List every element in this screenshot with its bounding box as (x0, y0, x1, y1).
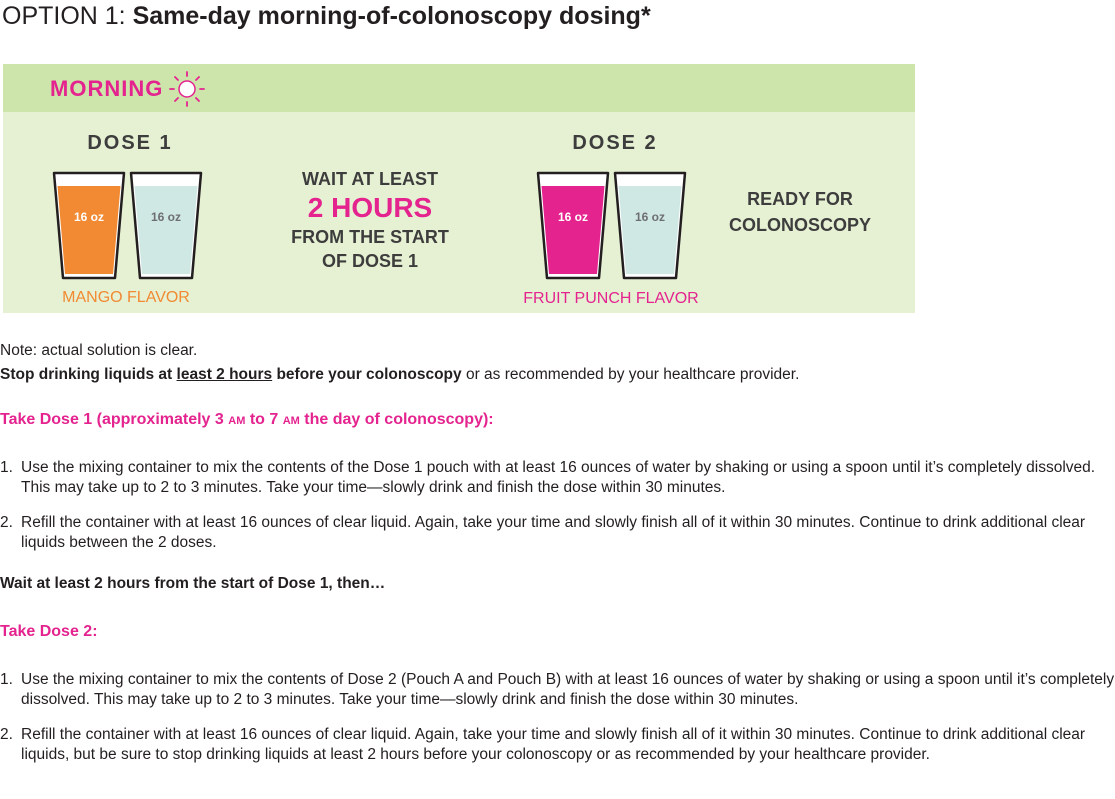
dose1-heading-a: Take Dose 1 (approximately 3 (0, 411, 224, 428)
dose2-step-1-text: Use the mixing container to mix the contents of Dose 2 (Pouch A and Pouch B) with at least 16 ounces of water by shaking or using a spoon until it’s completely dissolved. This may take up to 2 to 3 minutes. Take your time—slowly drink and finish the dose within 30 minutes. (21, 671, 1115, 708)
dose2-flavor: FRUIT PUNCH FLAVOR (523, 290, 699, 307)
dose2-glass-flavored (535, 170, 611, 282)
stop-b1: Stop drinking liquids at (0, 366, 173, 383)
dose2-glass-flavored-label: 16 oz (557, 210, 588, 224)
dose2-glass-clear-label: 16 oz (634, 210, 665, 224)
page-title (2, 2, 651, 31)
option-title: Same-day morning-of-colonoscopy dosing* (132, 2, 651, 30)
option-label: OPTION 1: (2, 2, 126, 30)
ready-line2: COLONOSCOPY (728, 215, 871, 235)
dose1-glass-flavored (51, 170, 127, 282)
stop-underline: least 2 hours (176, 366, 273, 383)
dose1-label: DOSE 1 (87, 132, 173, 154)
wait-line: Wait at least 2 hours from the start of Dose 1, then… (0, 575, 386, 592)
dose1-heading-am1: AM (228, 415, 246, 427)
sun-icon (167, 69, 207, 109)
morning-label: MORNING (50, 76, 164, 101)
panel-header (3, 64, 915, 112)
wait-hours: 2 HOURS (307, 192, 433, 223)
dose1-heading-c: the day of colonoscopy): (304, 411, 494, 428)
dose1-glass-flavored-label: 16 oz (73, 210, 104, 224)
dose2-glass-clear (612, 170, 688, 282)
dose1-step-2-text: Refill the container with at least 16 ounces of clear liquid. Again, take your time and slowly finish all of it within 30 minutes. Continue to drink additional clear liquids between the 2 doses. (21, 514, 1086, 551)
dose1-glass-clear-label: 16 oz (150, 210, 181, 224)
dose1-flavor: MANGO FLAVOR (62, 289, 190, 306)
stop-drinking-note (0, 365, 799, 385)
dose1-glass-clear (128, 170, 204, 282)
dose2-heading: Take Dose 2: (0, 623, 98, 640)
stop-rest: or as recommended by your healthcare provider. (465, 366, 800, 383)
dose1-step-2-num: 2. (0, 514, 13, 531)
dose1-heading-am2: AM (282, 415, 300, 427)
stop-b2: before your colonoscopy (276, 366, 462, 383)
wait-instruction (265, 167, 475, 273)
wait-line4: OF DOSE 1 (321, 251, 419, 271)
dose2-label: DOSE 2 (572, 132, 658, 154)
wait-line3: FROM THE START (291, 227, 449, 247)
dose1-heading-b: to 7 (249, 411, 279, 428)
dosing-panel (3, 64, 915, 313)
wait-line1: WAIT AT LEAST (302, 169, 438, 189)
dose2-step-2-text: Refill the container with at least 16 ounces of clear liquid. Again, take your time and slowly finish all of it within 30 minutes. Continue to drink additional clear liquids, but be sure to stop drinking liquids at least 2 hours before your colonoscopy or as recommended by your healthcare provider. (21, 726, 1086, 763)
dose1-heading (0, 411, 494, 429)
dose2-step-2-num: 2. (0, 726, 13, 743)
clear-note: Note: actual solution is clear. (0, 342, 198, 359)
ready-line1: READY FOR (747, 189, 853, 209)
dose2-step-1-num: 1. (0, 671, 13, 688)
dose1-step-1-num: 1. (0, 459, 13, 476)
dose1-step-1-text: Use the mixing container to mix the contents of the Dose 1 pouch with at least 16 ounces of water by shaking or using a spoon until it’s completely dissolved. This may take up to 2 to 3 minutes. Take your time—slowly drink and finish the dose within 30 minutes. (21, 459, 1096, 496)
ready-label (715, 186, 885, 238)
